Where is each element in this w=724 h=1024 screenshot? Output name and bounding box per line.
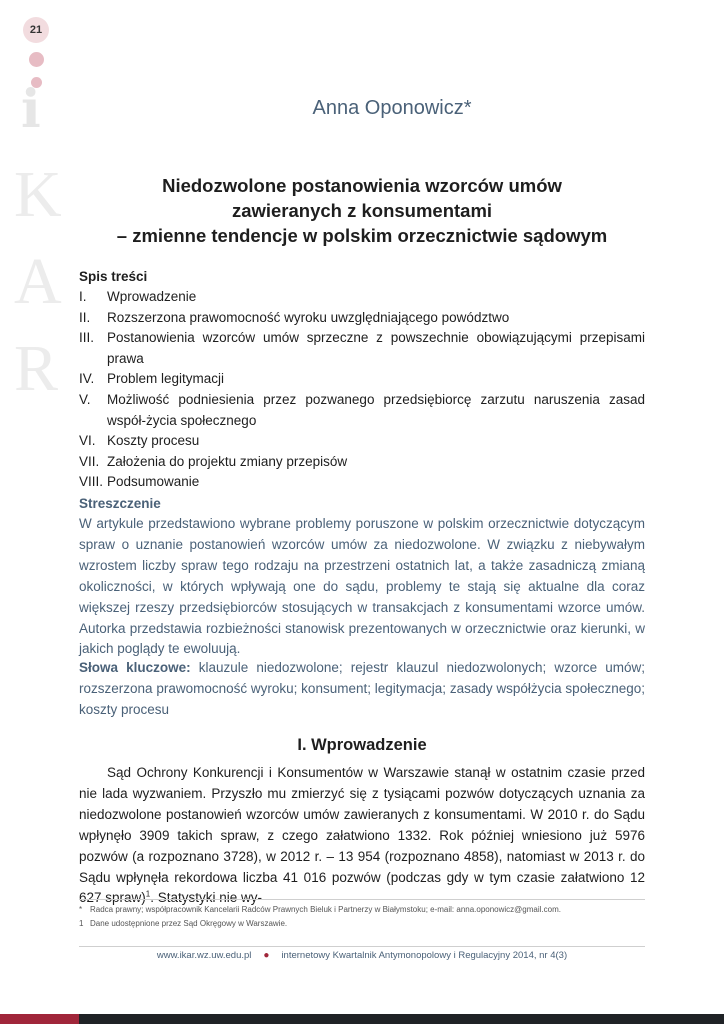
footnote-divider — [79, 899, 645, 900]
brand-letter-k: K — [14, 158, 62, 231]
abstract-heading: Streszczenie — [79, 496, 161, 511]
brand-letter-r: R — [14, 332, 59, 405]
author-name: Anna Oponowicz* — [312, 97, 472, 119]
page-number: 21 — [23, 17, 49, 43]
section-body-text: Sąd Ochrony Konkurencji i Konsumentów w Warszawie stanął w ostatnim czasie przed nie lada wyzwaniem. Przyszło mu zmierzyć się z tysiącami pozwów dotyczących uznania za niedozwolone postanowień wzorców umów zawieranych z konsumentami. W 2010 r. do Sądu wpłynęło 3909 takich spraw, z czego załatwiono 1332. Rok później wniesiono już 5976 pozwów (a rozpoznano 3728), w 2012 r. – 13 954 (rozpoznano 4858), natomiast w 2013 r. do Sądu wpłynęła rekordowa liczba 41 016 pozwów (podczas gdy w tym czasie załatwiono 12 627 spraw) — [79, 765, 645, 906]
bottom-accent-bar — [0, 1014, 79, 1024]
toc-item — [79, 328, 645, 369]
footnote-text: Radca prawny; współpracownik Kancelarii Radców Prawnych Bieluk i Partnerzy w Białymstoku; e-mail: anna.oponowicz@gmail.com. — [90, 905, 561, 914]
footer-divider — [79, 946, 645, 947]
toc-item-text: Postanowienia wzorców umów sprzeczne z powszechnie obowiązującymi przepisami prawa — [107, 330, 645, 366]
brand-letter-i: i — [21, 79, 41, 140]
toc-item-number: II. — [79, 309, 91, 325]
toc-item-text: Rozszerzona prawomocność wyroku uwzględniającego powództwo — [107, 309, 510, 325]
article-title — [79, 173, 645, 248]
toc-item — [79, 308, 645, 329]
title-line: Niedozwolone postanowienia wzorców umów — [162, 175, 562, 196]
footnote — [79, 919, 287, 928]
toc-item-number: III. — [79, 330, 95, 346]
toc-item-number: V. — [79, 391, 91, 407]
table-of-contents — [79, 287, 645, 493]
abstract-text: W artykule przedstawiono wybrane problemy poruszone w polskim orzecznictwie dotyczącym spraw o uznanie postanowień wzorców umów za niedozwolone. W związku z niebywałym wzrostem liczby spraw tego rodzaju na przestrzeni ostatnich lat, a także zasadniczą zmianą okoliczności, w których wpływają one do sądu, problemy te stają się aktualne dla coraz większej rzeszy przedsiębiorców stosujących w transakcjach z konsumentami wzorce umów. Autorka przedstawia rozbieżności stanowisk prezentowanych w orzecznictwie oraz kierunki, w jakich poglądy te ewoluują. — [79, 516, 645, 657]
toc-item — [79, 452, 645, 473]
bottom-dark-bar — [79, 1014, 724, 1024]
section-heading: I. Wprowadzenie — [297, 736, 427, 754]
footnote-reference[interactable]: 1 — [145, 889, 151, 899]
title-line: – zmienne tendencje w polskim orzecznictwie sądowym — [116, 225, 608, 246]
keywords — [79, 657, 645, 720]
page-footer — [0, 950, 724, 961]
toc-item-text: Założenia do projektu zmiany przepisów — [107, 453, 348, 469]
toc-item-text: Koszty procesu — [107, 433, 200, 449]
section-body-tail: . Statystyki nie wy- — [150, 890, 263, 906]
toc-item — [79, 390, 645, 431]
footnote-mark: 1 — [79, 919, 84, 928]
decorative-dot — [29, 52, 44, 67]
toc-item-text: Podsumowanie — [107, 474, 200, 490]
footnote-text: Dane udostępnione przez Sąd Okręgowy w Warszawie. — [90, 919, 288, 928]
footer-website-link[interactable]: www.ikar.wz.uw.edu.pl — [156, 950, 252, 961]
footnote-mark: * — [79, 905, 83, 914]
toc-heading: Spis treści — [79, 269, 148, 284]
toc-item-number: I. — [79, 289, 87, 304]
toc-item-number: VIII. — [79, 474, 104, 490]
footnote — [79, 905, 561, 914]
section-body — [79, 763, 645, 909]
toc-item-number: VII. — [79, 453, 100, 469]
toc-item — [79, 369, 645, 390]
toc-item — [79, 287, 645, 308]
toc-item-text: Wprowadzenie — [107, 289, 197, 304]
title-line: zawieranych z konsumentami — [231, 200, 493, 221]
toc-item — [79, 472, 645, 493]
brand-letter-a: A — [14, 245, 62, 318]
toc-item-number: IV. — [79, 371, 95, 387]
toc-item — [79, 431, 645, 452]
toc-item-number: VI. — [79, 433, 96, 449]
footer-journal: internetowy Kwartalnik Antymonopolowy i Regulacyjny 2014, nr 4(3) — [281, 950, 568, 961]
toc-item-text: Problem legitymacji — [107, 371, 225, 387]
bullet-icon: ● — [263, 950, 270, 961]
keywords-text: klauzule niedozwolone; rejestr klauzul niedozwolonych; wzorce umów; rozszerzona prawomocność wyroku; konsument; legitymacja; zasady współżycia społecznego; koszty procesu — [79, 660, 645, 717]
toc-item-text: Możliwość podniesienia przez pozwanego przedsiębiorcę zarzutu naruszenia zasad współ-życia społecznego — [107, 391, 645, 428]
keywords-label: Słowa kluczowe: — [79, 660, 191, 675]
